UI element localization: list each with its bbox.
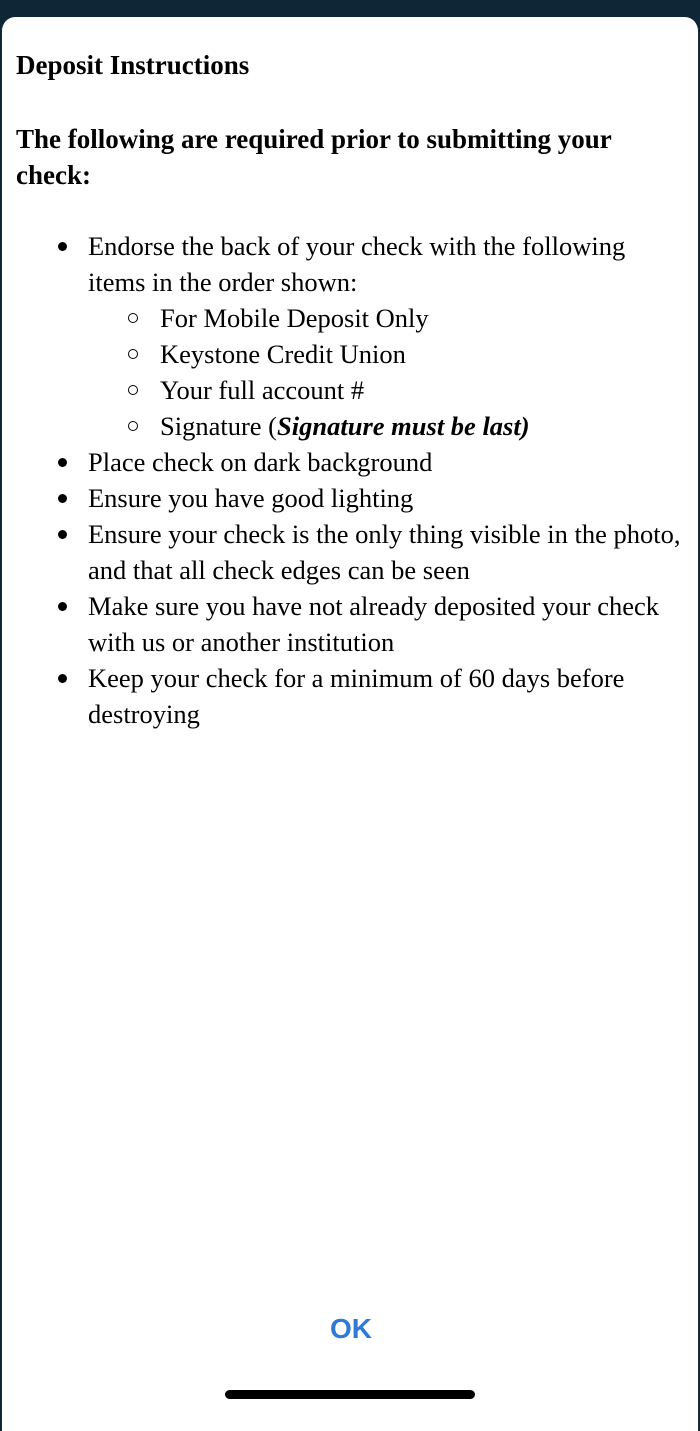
list-item: Place check on dark background xyxy=(88,444,686,480)
list-item: Ensure your check is the only thing visible in the photo, and that all check edges can be seen xyxy=(88,516,686,588)
home-indicator[interactable] xyxy=(225,1390,475,1399)
list-item: Keep your check for a minimum of 60 days before destroying xyxy=(88,660,686,732)
ok-button[interactable]: OK xyxy=(2,1307,699,1351)
requirements-list xyxy=(16,228,686,732)
dialog-subtitle: The following are required prior to submitting your check: xyxy=(16,124,612,190)
instructions-content xyxy=(16,47,686,732)
list-item: Ensure you have good lighting xyxy=(88,480,686,516)
sub-item: Keystone Credit Union xyxy=(160,336,686,372)
dialog-title: Deposit Instructions xyxy=(16,50,250,80)
list-item-text: Endorse the back of your check with the following items in the order shown: xyxy=(88,231,626,297)
instructions-sheet xyxy=(1,17,699,1431)
signature-emphasis: Signature must be last) xyxy=(277,411,530,441)
list-item: Make sure you have not already deposited your check with us or another institution xyxy=(88,588,686,660)
list-item-endorse xyxy=(88,228,686,444)
sub-item: For Mobile Deposit Only xyxy=(160,300,686,336)
sub-item-signature xyxy=(160,408,686,444)
signature-prefix: Signature ( xyxy=(160,411,278,441)
endorsement-list xyxy=(88,300,686,444)
sub-item: Your full account # xyxy=(160,372,686,408)
